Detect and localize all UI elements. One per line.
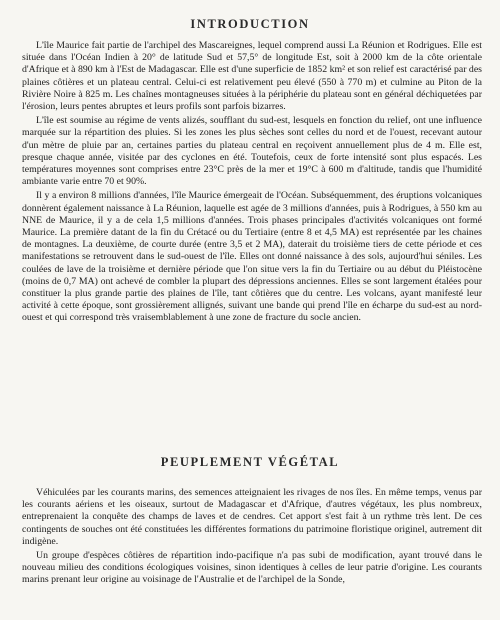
introduction-body: [22, 40, 482, 327]
paragraph: Il y a environ 8 millions d'années, l'île Maurice émergeait de l'Océan. Subséquemment, des éruptions volcaniques donnèrent également naissance à La Réunion, laquelle est agée de 3 millions d'années, puis à Rodrigues, à 550 km au NNE de Maurice, il y a de cela 1,5 millions d'années. Trois phases principales d'activités volcaniques ont formé Maurice. La première datant de la fin du Crétacé ou du Tertiaire (entre 8 et 4,5 MA) est représentée par les chaines de montagnes. La deuxième, de courte durée (entre 3,5 et 2 MA), daterait du troisième tiers de cette période et ces manifestations se retrouvent dans le sud-ouest de l'île. Elles ont donné naissance à des sols, aujourd'hui séniles. Les coulées de lave de la troisième et dernière période que l'on situe vers la fin du Tertiaire ou au début du Pléistocène (moins de 0,7 MA) ont achevé de combler la plupart des dépressions anciennes. Elles se sont largement étalées pour constituer la plus grande partie des plaines de l'île, tant côtières que du centre. Les volcans, ayant manifesté leur activité à cette époque, sont grossièrement allignés, suivant une bande qui prend l'île en écharpe du sud-est au nord-ouest et qui correspond très vraisemblablement à une zone de fracture du socle ancien.: [22, 190, 482, 324]
section-title-introduction: INTRODUCTION: [190, 17, 310, 31]
paragraph: L'île est soumise au régime de vents alizés, soufflant du sud-est, lesquels en fonction du relief, ont une influence marquée sur la répartition des pluies. Si les zones les plus sèches sont celles du nord et de l'ouest, recevant autour d'un mètre de pluie par an, certaines parties du plateau central en reçoivent annuellement plus de 4 m. Elle est, presque chaque année, visitée par des cyclones en été. Toutefois, ceux de forte intensité sont plus espacés. Les températures moyennes sont comprises entre 23°C près de la mer et 19°C à 600 m d'altitude, tandis que l'humidité ambiante varie entre 70 et 90%.: [22, 115, 482, 188]
paragraph: Véhiculées par les courants marins, des semences atteignaient les rivages de nos îles. En même temps, venus par les courants aériens et les oiseaux, surtout de Madagascar et d'Afrique, d'autres végétaux, les plus nombreux, entreprenaient la conquête des champs de laves et de cendres. Cet apport s'est fait à un rythme très lent. De ces contingents de souches ont été constituées les différentes formations du patrimoine floristique originel, autrement dit indigène.: [22, 487, 482, 547]
peuplement-body: [22, 487, 482, 589]
paragraph: Un groupe d'espèces côtières de répartition indo-pacifique n'a pas subi de modification, ayant trouvé dans le nouveau milieu des conditions écologiques voisines, sinon identiques à celles de leur patrie d'origine. Les courants marins prenant leur origine au voisinage de l'Australie et de l'archipel de la Sonde,: [22, 550, 482, 586]
paragraph: L'île Maurice fait partie de l'archipel des Mascareignes, lequel comprend aussi La Réunion et Rodrigues. Elle est située dans l'Océan Indien à 20° de latitude Sud et 57,5° de longitude Est, soit à 2000 km de la côte orientale d'Afrique et à 890 km à l'Est de Madagascar. Elle est d'une superficie de 1852 km² et son relief est caractérisé par des plaines côtières et un plateau central. Celui-ci est relativement peu élevé (550 à 770 m) et culmine au Piton de la Rivière Noire à 825 m. Les chaînes montagneuses situées à la périphérie du plateau sont en général déchiquetées par l'érosion, leurs pentes abruptes et leurs profils sont parfois bizarres.: [22, 40, 482, 113]
section-title-peuplement-vegetal: PEUPLEMENT VÉGÉTAL: [160, 455, 340, 469]
